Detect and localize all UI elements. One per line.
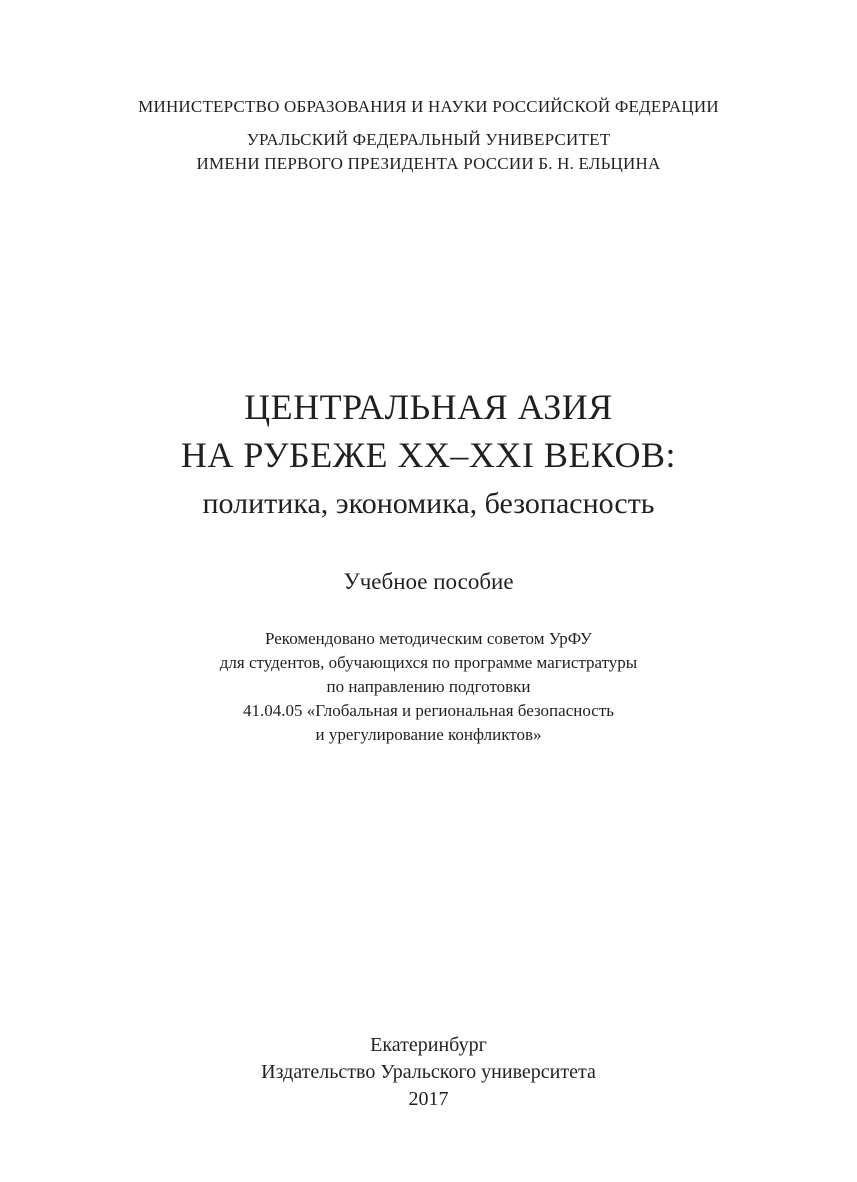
document-type: Учебное пособие: [343, 569, 514, 594]
university-dedication: ИМЕНИ ПЕРВОГО ПРЕЗИДЕНТА РОССИИ Б. Н. ЕЛЬЦИНА: [196, 154, 661, 173]
imprint-year: 2017: [408, 1088, 449, 1110]
recommendation-line-5: и урегулирование конфликтов»: [315, 725, 542, 744]
imprint-city: Екатеринбург: [370, 1034, 487, 1056]
recommendation-line-4: 41.04.05 «Глобальная и региональная безопасность: [242, 701, 614, 720]
ministry-name: МИНИСТЕРСТВО ОБРАЗОВАНИЯ И НАУКИ РОССИЙСКОЙ ФЕДЕРАЦИИ: [138, 97, 719, 116]
book-title-line-1: ЦЕНТРАЛЬНАЯ АЗИЯ: [244, 387, 613, 427]
recommendation-line-2: для студентов, обучающихся по программе магистратуры: [219, 653, 638, 672]
recommendation-line-1: Рекомендовано методическим советом УрФУ: [265, 629, 592, 648]
recommendation-line-3: по направлению подготовки: [326, 677, 531, 696]
imprint-publisher: Издательство Уральского университета: [261, 1061, 596, 1083]
book-subtitle: политика, экономика, безопасность: [202, 487, 655, 520]
university-name: УРАЛЬСКИЙ ФЕДЕРАЛЬНЫЙ УНИВЕРСИТЕТ: [246, 130, 611, 149]
book-title-line-2: НА РУБЕЖЕ XX–XXI ВЕКОВ:: [180, 435, 677, 475]
